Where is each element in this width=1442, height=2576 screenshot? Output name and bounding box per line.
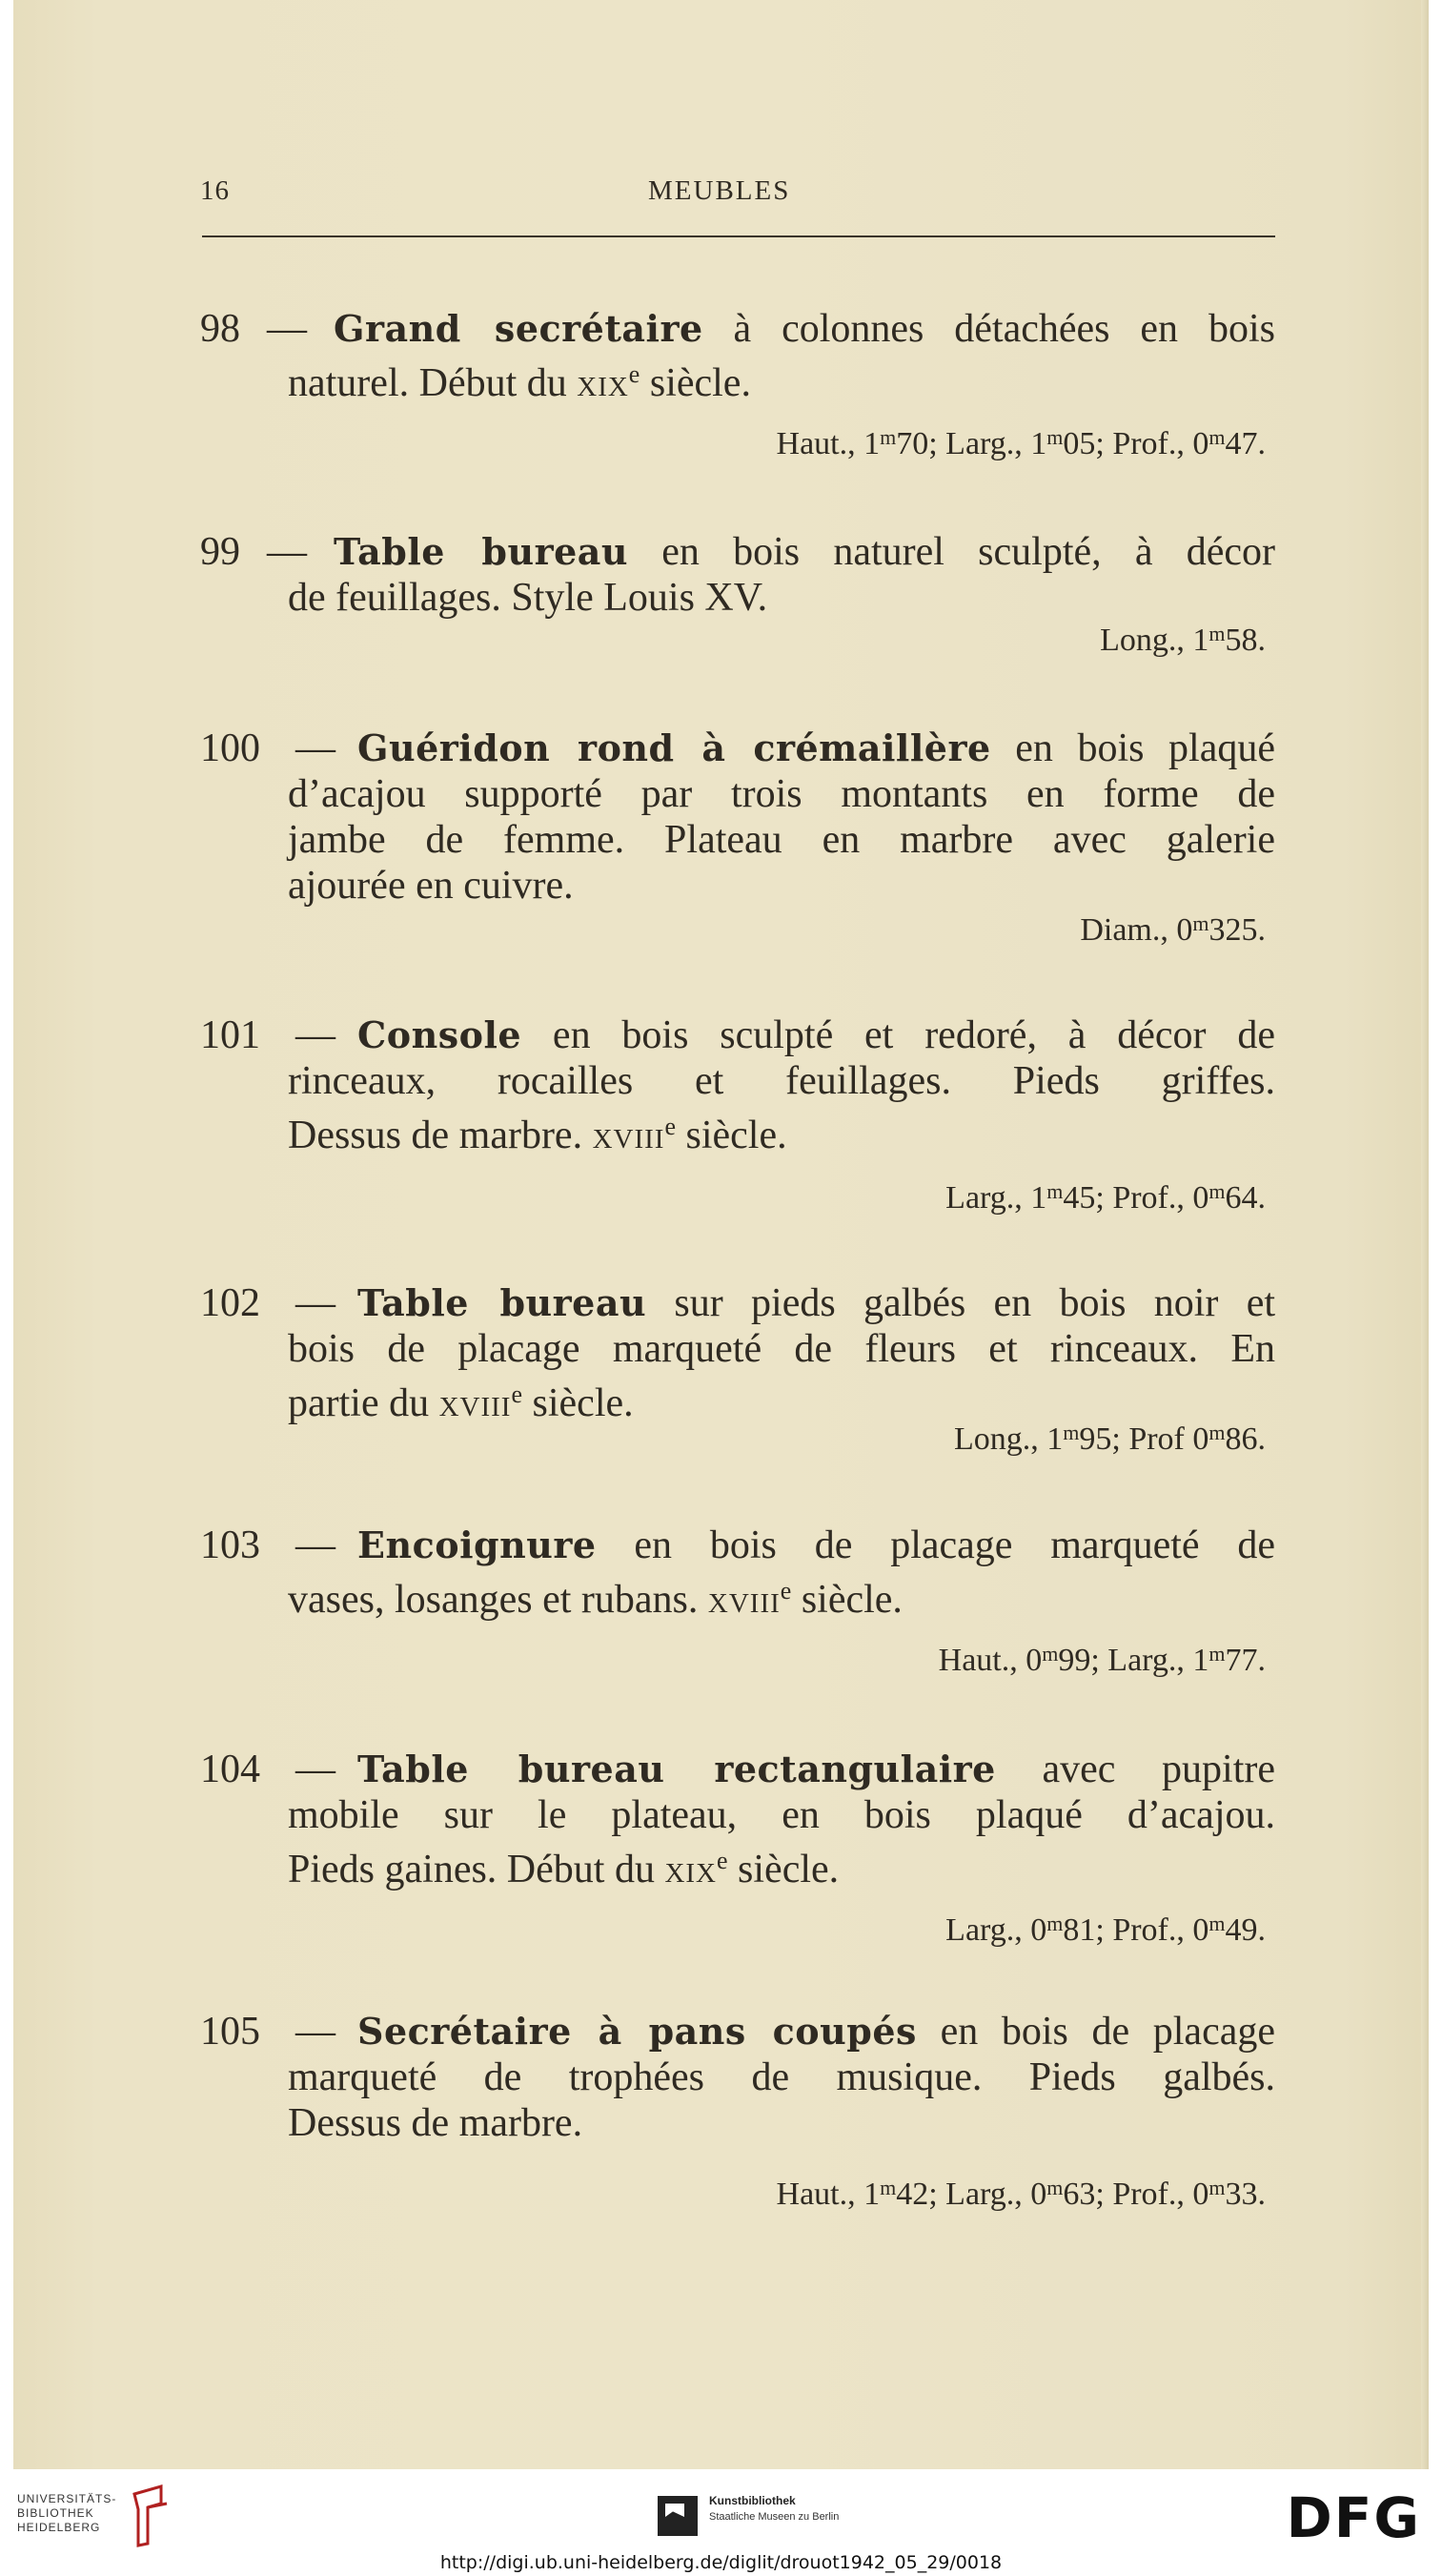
catalog-entry-98 [200, 306, 1275, 461]
superscript: e [780, 1577, 792, 1605]
text-fragment: Dessus de marbre. [288, 1114, 593, 1157]
entry-line [334, 529, 1275, 575]
lot-number: 100 [200, 726, 260, 770]
dim-unit: m [1208, 1421, 1226, 1444]
entry-line [357, 1280, 1275, 1326]
catalog-entry-104 [200, 1747, 1275, 1956]
dim-text: 95; Prof [1079, 1421, 1193, 1457]
dim-text: Haut., [776, 2177, 864, 2212]
lot-dimensions [945, 1173, 1266, 1217]
lot-dash: — [295, 726, 335, 770]
dim-unit: m [1046, 2176, 1064, 2199]
lot-dash: — [267, 530, 307, 574]
dim-value: 0 [1030, 1912, 1047, 1948]
text-fragment: vases, losanges et rubans. [288, 1578, 708, 1622]
entry-line [288, 1568, 1275, 1623]
dim-unit: m [1063, 1421, 1080, 1444]
lot-number: 99 [200, 530, 240, 574]
dim-text: Long., [1100, 623, 1193, 658]
entry-line [288, 352, 1275, 406]
dim-value: 0 [1192, 1421, 1209, 1457]
dim-value: 1 [1192, 1643, 1209, 1678]
lot-dimensions [945, 1905, 1266, 1950]
dim-value: 1 [1192, 623, 1209, 658]
dim-unit: m [1046, 425, 1064, 449]
entry-line: ajourée en cuivre. [288, 864, 574, 908]
lot-title: Grand secrétaire [334, 307, 703, 350]
superscript: e [717, 1847, 728, 1874]
running-head [191, 175, 1277, 217]
century-numeral: xviii [707, 1578, 781, 1622]
kunstbibliothek-subtitle: Staatliche Museen zu Berlin [709, 2511, 840, 2523]
kunstbibliothek-icon [658, 2496, 698, 2536]
dim-unit: m [1208, 1912, 1226, 1935]
lot-title: Secrétaire à pans coupés [357, 2010, 917, 2053]
lot-description: en bois de placage marqueté de [634, 1523, 1275, 1567]
lot-title: Encoignure [357, 1523, 597, 1566]
entry-line: marqueté de trophées de musique. Pieds galbés. [288, 2055, 1275, 2099]
lot-dash: — [295, 1013, 335, 1057]
lot-number: 98 [200, 307, 240, 351]
dim-value: 1 [863, 426, 881, 461]
dim-text: 42; Larg., [896, 2177, 1031, 2212]
lot-number: 105 [200, 2010, 260, 2054]
dim-text: Haut., [776, 426, 864, 461]
dim-value: 0 [1176, 912, 1193, 948]
dim-text: 325. [1208, 912, 1266, 948]
lot-description: en bois de placage [940, 2010, 1275, 2054]
catalog-entry-105 [200, 2009, 1275, 2218]
kunstbibliothek-logo[interactable] [658, 2486, 944, 2532]
dim-text: 77. [1225, 1643, 1266, 1678]
lot-title: Table bureau rectangulaire [357, 1748, 996, 1790]
dim-text: Haut., [938, 1643, 1026, 1678]
dim-text: 99; Larg., [1058, 1643, 1193, 1678]
dim-value: 0 [1030, 2177, 1047, 2212]
dim-text: 58. [1225, 623, 1266, 658]
lot-dash: — [295, 2010, 335, 2054]
catalog-entry-99 [200, 529, 1275, 663]
permalink-url[interactable]: http://digi.ub.uni-heidelberg.de/diglit/drouot1942_05_29/0018 [439, 2552, 1003, 2573]
catalog-entry-102 [200, 1280, 1275, 1471]
lot-number: 101 [200, 1013, 260, 1057]
entry-line [288, 1104, 1275, 1158]
entry-line: mobile sur le plateau, en bois plaqué d’acajou. [288, 1793, 1275, 1837]
lot-dimensions [777, 2169, 1266, 2214]
century-numeral: xviii [438, 1381, 512, 1425]
lot-dimensions [777, 419, 1266, 463]
entry-line: jambe de femme. Plateau en marbre avec galerie [288, 818, 1275, 862]
entry-line: de feuillages. Style Louis XV. [288, 576, 768, 620]
entry-line: Dessus de marbre. [288, 2101, 583, 2145]
text-fragment: siècle. [522, 1381, 634, 1425]
lot-dimensions [1100, 615, 1266, 660]
lot-dash: — [295, 1748, 335, 1791]
lot-description: sur pieds galbés en bois noir et [674, 1281, 1276, 1325]
dim-unit: m [1208, 622, 1226, 645]
dim-unit: m [1208, 425, 1226, 449]
dim-value: 0 [1192, 2177, 1209, 2212]
lot-dash: — [267, 307, 307, 351]
dim-text: 86. [1225, 1421, 1266, 1457]
lot-dimensions [1080, 905, 1266, 950]
superscript: e [664, 1113, 676, 1140]
dim-text: 70; Larg., [896, 426, 1031, 461]
text-fragment: siècle. [640, 361, 751, 405]
lot-title: Guéridon rond à crémaillère [357, 726, 991, 769]
superscript: e [511, 1380, 523, 1408]
kunstbibliothek-title: Kunstbibliothek [709, 2494, 796, 2507]
lot-number: 102 [200, 1281, 260, 1325]
dim-text: 33. [1225, 2177, 1266, 2212]
text-fragment: Pieds gaines. Début du [288, 1848, 665, 1891]
dim-value: 0 [1192, 1180, 1209, 1216]
entry-line [357, 1747, 1275, 1792]
superscript: e [628, 360, 640, 388]
entry-line [357, 1523, 1275, 1568]
dim-text: Diam., [1080, 912, 1177, 948]
entry-line: bois de placage marqueté de fleurs et rinceaux. En [288, 1327, 1275, 1371]
dim-text: 63; Prof., [1063, 2177, 1193, 2212]
lot-dash: — [295, 1523, 335, 1567]
dim-unit: m [1208, 2176, 1226, 2199]
entry-line [357, 726, 1275, 771]
dim-unit: m [1208, 1179, 1226, 1203]
text-fragment: siècle. [675, 1114, 787, 1157]
entry-line: rinceaux, rocailles et feuillages. Pieds griffes. [288, 1059, 1275, 1103]
dim-text: 45; Prof., [1063, 1180, 1193, 1216]
university-seal-icon [129, 2484, 173, 2547]
dim-unit: m [1042, 1642, 1059, 1666]
library-line: HEIDELBERG [17, 2521, 101, 2534]
dim-text: Larg., [945, 1912, 1031, 1948]
dim-value: 0 [1192, 1912, 1209, 1948]
page-number: 16 [200, 175, 230, 206]
dim-unit: m [880, 2176, 897, 2199]
lot-title: Table bureau [357, 1281, 647, 1324]
text-fragment: partie du [288, 1381, 439, 1425]
dim-text: 05; Prof., [1063, 426, 1193, 461]
dim-unit: m [880, 425, 897, 449]
lot-dimensions [954, 1414, 1266, 1459]
lot-description: en bois sculpté et redoré, à décor de [552, 1013, 1275, 1057]
header-rule [202, 235, 1275, 237]
lot-dimensions [939, 1635, 1266, 1680]
library-line: UNIVERSITÄTS- [17, 2492, 117, 2505]
century-numeral: xix [664, 1848, 717, 1891]
dim-text: Larg., [945, 1180, 1031, 1216]
entry-line [357, 2009, 1275, 2055]
section-title: MEUBLES [648, 175, 791, 206]
dim-unit: m [1208, 1642, 1226, 1666]
dim-value: 0 [1026, 1643, 1043, 1678]
lot-description: à colonnes détachées en bois [733, 307, 1275, 351]
library-line: BIBLIOTHEK [17, 2506, 94, 2520]
text-fragment: siècle. [791, 1578, 903, 1622]
catalog-entry-103 [200, 1523, 1275, 1685]
century-numeral: xviii [592, 1114, 665, 1157]
lot-description: avec pupitre [1042, 1748, 1276, 1791]
lot-title: Console [357, 1013, 522, 1056]
century-numeral: xix [577, 361, 629, 405]
lot-title: Table bureau [334, 530, 629, 573]
dim-value: 1 [1030, 426, 1047, 461]
text-fragment: naturel. Début du [288, 361, 578, 405]
dim-text: 47. [1225, 426, 1266, 461]
dim-unit: m [1192, 911, 1209, 935]
entry-line [357, 1012, 1275, 1058]
dim-value: 1 [1046, 1421, 1064, 1457]
catalog-entry-100 [200, 726, 1275, 954]
lot-number: 103 [200, 1523, 260, 1567]
lot-number: 104 [200, 1748, 260, 1791]
entry-line [288, 1838, 1275, 1892]
dim-unit: m [1046, 1179, 1064, 1203]
lot-dash: — [295, 1281, 335, 1325]
text-fragment: siècle. [727, 1848, 840, 1891]
dim-value: 1 [1030, 1180, 1047, 1216]
entry-line: d’acajou supporté par trois montants en forme de [288, 772, 1275, 816]
lot-description: en bois plaqué [1015, 726, 1276, 770]
entry-line [334, 306, 1275, 352]
dfg-logo[interactable]: DFG [1286, 2485, 1421, 2550]
lot-description: en bois naturel sculpté, à décor [661, 530, 1275, 574]
dim-value: 1 [863, 2177, 881, 2212]
catalog-entry-101 [200, 1012, 1275, 1222]
dim-text: 49. [1225, 1912, 1266, 1948]
dim-text: 81; Prof., [1063, 1912, 1193, 1948]
paper-edge [1421, 0, 1429, 2469]
dim-unit: m [1046, 1912, 1064, 1935]
dim-value: 0 [1192, 426, 1209, 461]
dim-text: Long., [953, 1421, 1047, 1457]
dim-text: 64. [1225, 1180, 1266, 1216]
